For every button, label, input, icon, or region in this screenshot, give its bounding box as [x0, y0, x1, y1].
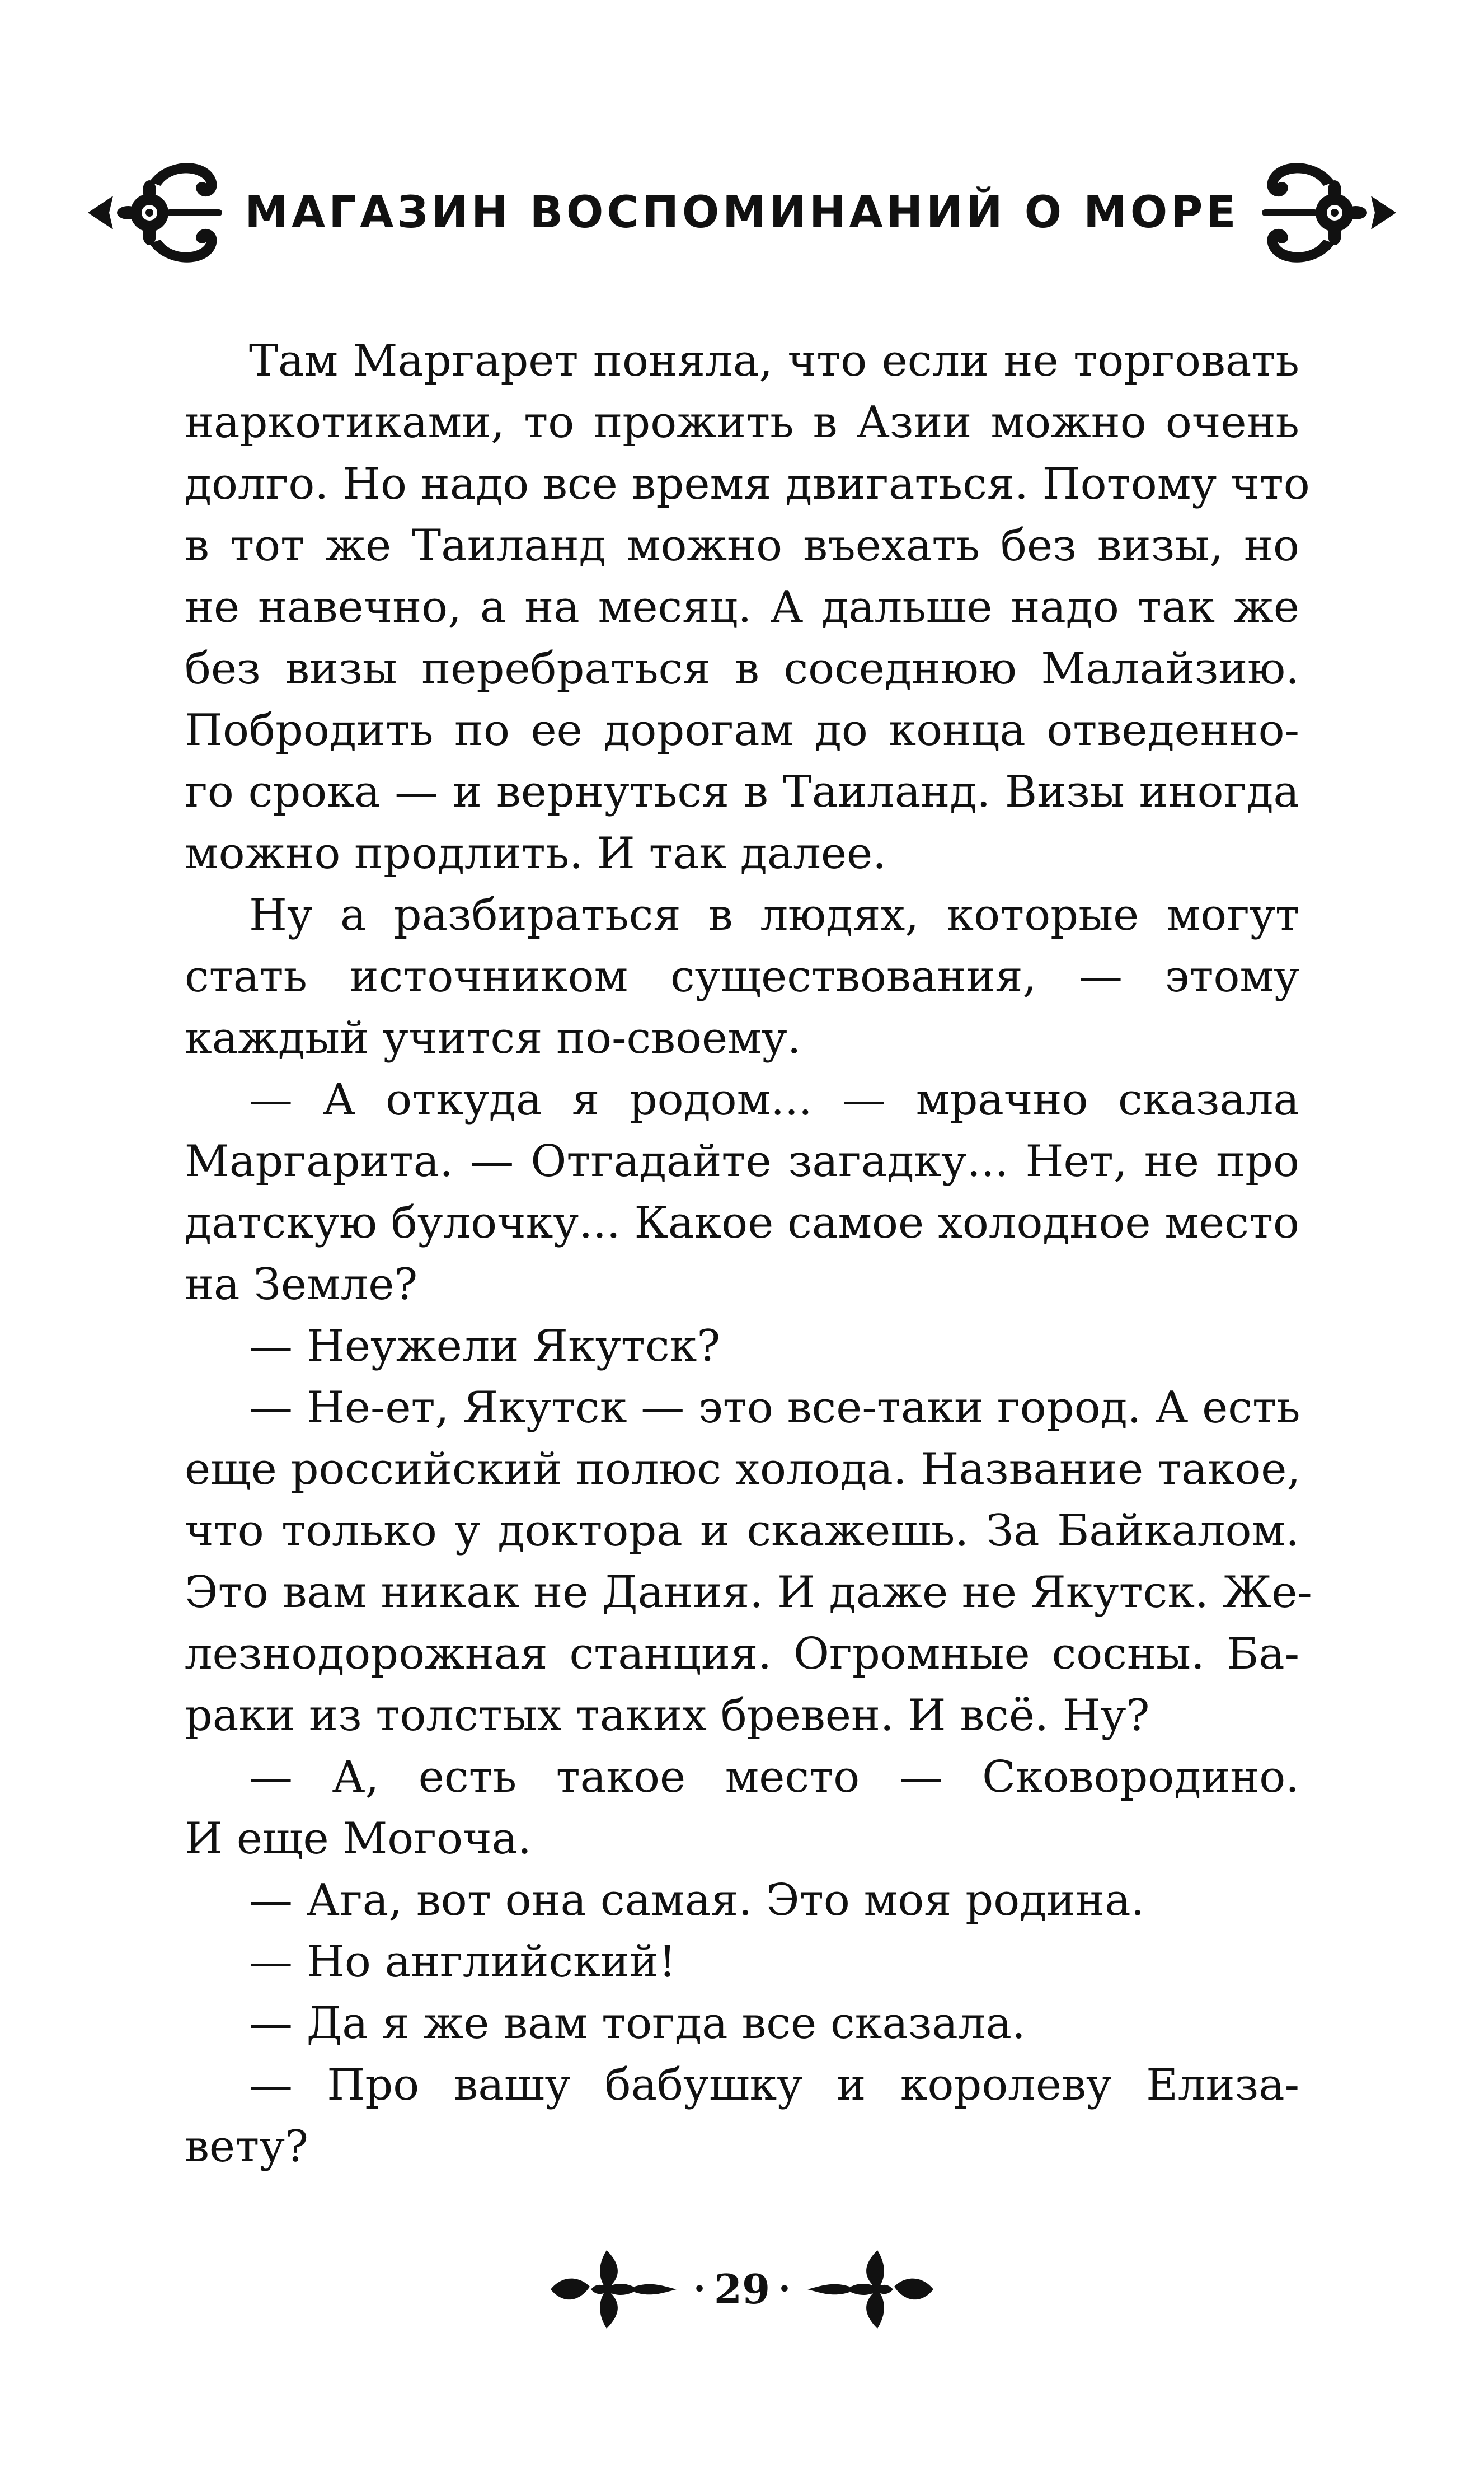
- text-line: — А, есть такое место — Сковородино.: [249, 1752, 1299, 1802]
- text-line: можно продлить. И так далее.: [185, 828, 886, 879]
- text-line: — Неужели Якутск?: [249, 1321, 721, 1371]
- text-line: — Не-ет, Якутск — это все-таки город. А есть: [249, 1383, 1300, 1433]
- running-header-title: МАГАЗИН ВОСПОМИНАНИЙ О МОРЕ: [245, 188, 1239, 238]
- text-line: — Ага, вот она самая. Это моя родина.: [249, 1875, 1145, 1926]
- text-line: наркотиками, то прожить в Азии можно очень: [185, 397, 1299, 448]
- text-line: долго. Но надо все время двигаться. Потому что: [185, 459, 1310, 509]
- text-line: стать источником существования, — этому: [185, 952, 1299, 1002]
- text-line: лезнодорожная станция. Огромные сосны. Ба-: [185, 1629, 1299, 1679]
- page-number: 29: [713, 2265, 771, 2313]
- footer-ornament-left-icon: [545, 2242, 685, 2337]
- running-header: [168, 148, 1316, 277]
- text-line: раки из толстых таких бревен. И всё. Ну?: [185, 1690, 1150, 1741]
- text-line: — Но английский!: [249, 1937, 677, 1987]
- text-line: вету?: [185, 2121, 308, 2172]
- text-line: еще российский полюс холода. Название такое,: [185, 1444, 1301, 1495]
- header-ornament-right-icon: [1256, 151, 1402, 274]
- text-line: Это вам никак не Дания. И даже не Якутск. Же-: [185, 1567, 1312, 1618]
- text-line: Там Маргарет поняла, что если не торговать: [249, 336, 1299, 386]
- text-line: И еще Могоча.: [185, 1814, 532, 1864]
- folio-dot-right: •: [778, 2276, 791, 2302]
- text-line: на Земле?: [185, 1259, 418, 1310]
- text-line: Побродить по ее дорогам до конца отведенно-: [185, 705, 1299, 756]
- text-line: датскую булочку... Какое самое холодное место: [185, 1198, 1299, 1248]
- text-line: что только у доктора и скажешь. За Байкалом.: [185, 1506, 1299, 1556]
- text-line: Маргарита. — Отгадайте загадку... Нет, не про: [185, 1136, 1299, 1187]
- body-text: [185, 330, 1312, 2177]
- text-line: — А откуда я родом... — мрачно сказала: [249, 1075, 1299, 1125]
- text-line: без визы перебраться в соседнюю Малайзию.: [185, 644, 1299, 694]
- text-line: го срока — и вернуться в Таиланд. Визы иногда: [185, 767, 1299, 817]
- folio: [532, 2233, 952, 2345]
- footer-ornament-right-icon: [799, 2242, 939, 2337]
- text-line: — Да я же вам тогда все сказала.: [249, 1998, 1026, 2049]
- text-line: Ну а разбираться в людях, которые могут: [249, 890, 1299, 940]
- text-line: не навечно, а на месяц. А дальше надо так же: [185, 582, 1299, 633]
- header-ornament-left-icon: [82, 151, 228, 274]
- text-line: каждый учится по-своему.: [185, 1013, 801, 1064]
- text-line: — Про вашу бабушку и королеву Елиза-: [249, 2060, 1299, 2110]
- folio-dot-left: •: [693, 2276, 706, 2302]
- text-line: в тот же Таиланд можно въехать без визы, но: [185, 521, 1299, 571]
